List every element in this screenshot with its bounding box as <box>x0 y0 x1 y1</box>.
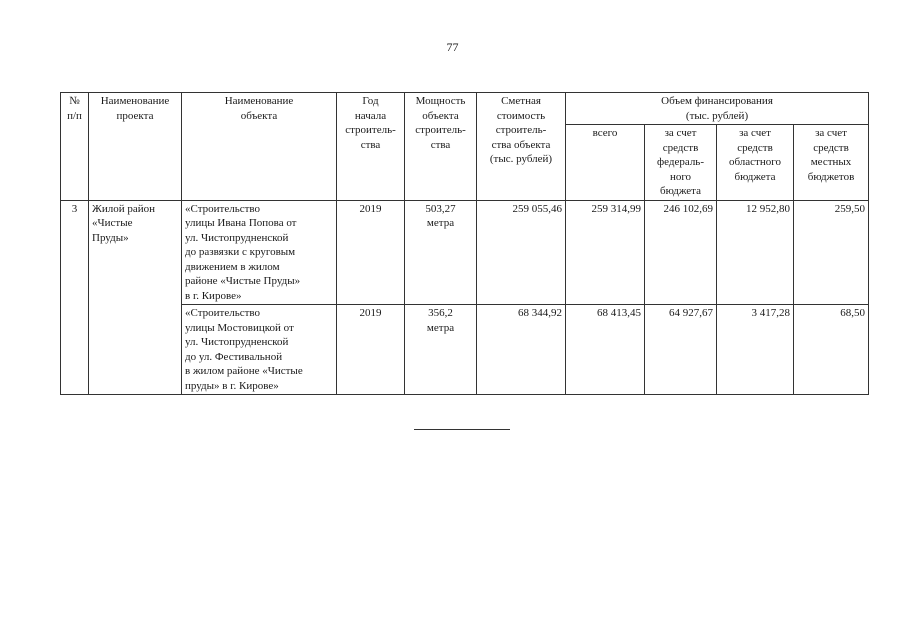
col-header-federal: за счет средств федераль- ного бюджета <box>645 125 717 201</box>
funding-federal: 64 927,67 <box>645 305 717 395</box>
object-name: «Строительство улицы Мостовицкой от ул. Чистопрудненской до ул. Фестивальной в жилом районе «Чистые пруды» в г. Кирове» <box>182 305 337 395</box>
funding-local: 259,50 <box>794 200 869 305</box>
financing-table <box>60 92 869 395</box>
col-header-regional: за счет средств областного бюджета <box>717 125 794 201</box>
funding-local: 68,50 <box>794 305 869 395</box>
funding-total: 259 314,99 <box>566 200 645 305</box>
col-header-total: всего <box>566 125 645 201</box>
table-row <box>61 305 869 395</box>
table-row <box>61 200 869 305</box>
estimated-cost: 68 344,92 <box>477 305 566 395</box>
capacity: 503,27 метра <box>405 200 477 305</box>
col-header-object-name: Наименование объекта <box>182 93 337 201</box>
start-year: 2019 <box>337 305 405 395</box>
capacity: 356,2 метра <box>405 305 477 395</box>
funding-federal: 246 102,69 <box>645 200 717 305</box>
project-name: Жилой район «Чистые Пруды» <box>89 200 182 395</box>
funding-total: 68 413,45 <box>566 305 645 395</box>
project-number: 3 <box>61 200 89 395</box>
header-row-1 <box>61 93 869 125</box>
col-header-funding-group: Объем финансирования (тыс. рублей) <box>566 93 869 125</box>
col-header-project-name: Наименование проекта <box>89 93 182 201</box>
col-header-local: за счет средств местных бюджетов <box>794 125 869 201</box>
start-year: 2019 <box>337 200 405 305</box>
end-rule <box>414 429 510 430</box>
object-name: «Строительство улицы Ивана Попова от ул. Чистопрудненской до развязки с круговым движением в жилом районе «Чистые Пруды» в г. Кирове» <box>182 200 337 305</box>
funding-regional: 3 417,28 <box>717 305 794 395</box>
col-header-num: № п/п <box>61 93 89 201</box>
col-header-capacity: Мощность объекта строитель- ства <box>405 93 477 201</box>
col-header-estimated-cost: Сметная стоимость строитель- ства объекта (тыс. рублей) <box>477 93 566 201</box>
page-number: 77 <box>446 40 459 54</box>
funding-regional: 12 952,80 <box>717 200 794 305</box>
col-header-start-year: Год начала строитель- ства <box>337 93 405 201</box>
estimated-cost: 259 055,46 <box>477 200 566 305</box>
